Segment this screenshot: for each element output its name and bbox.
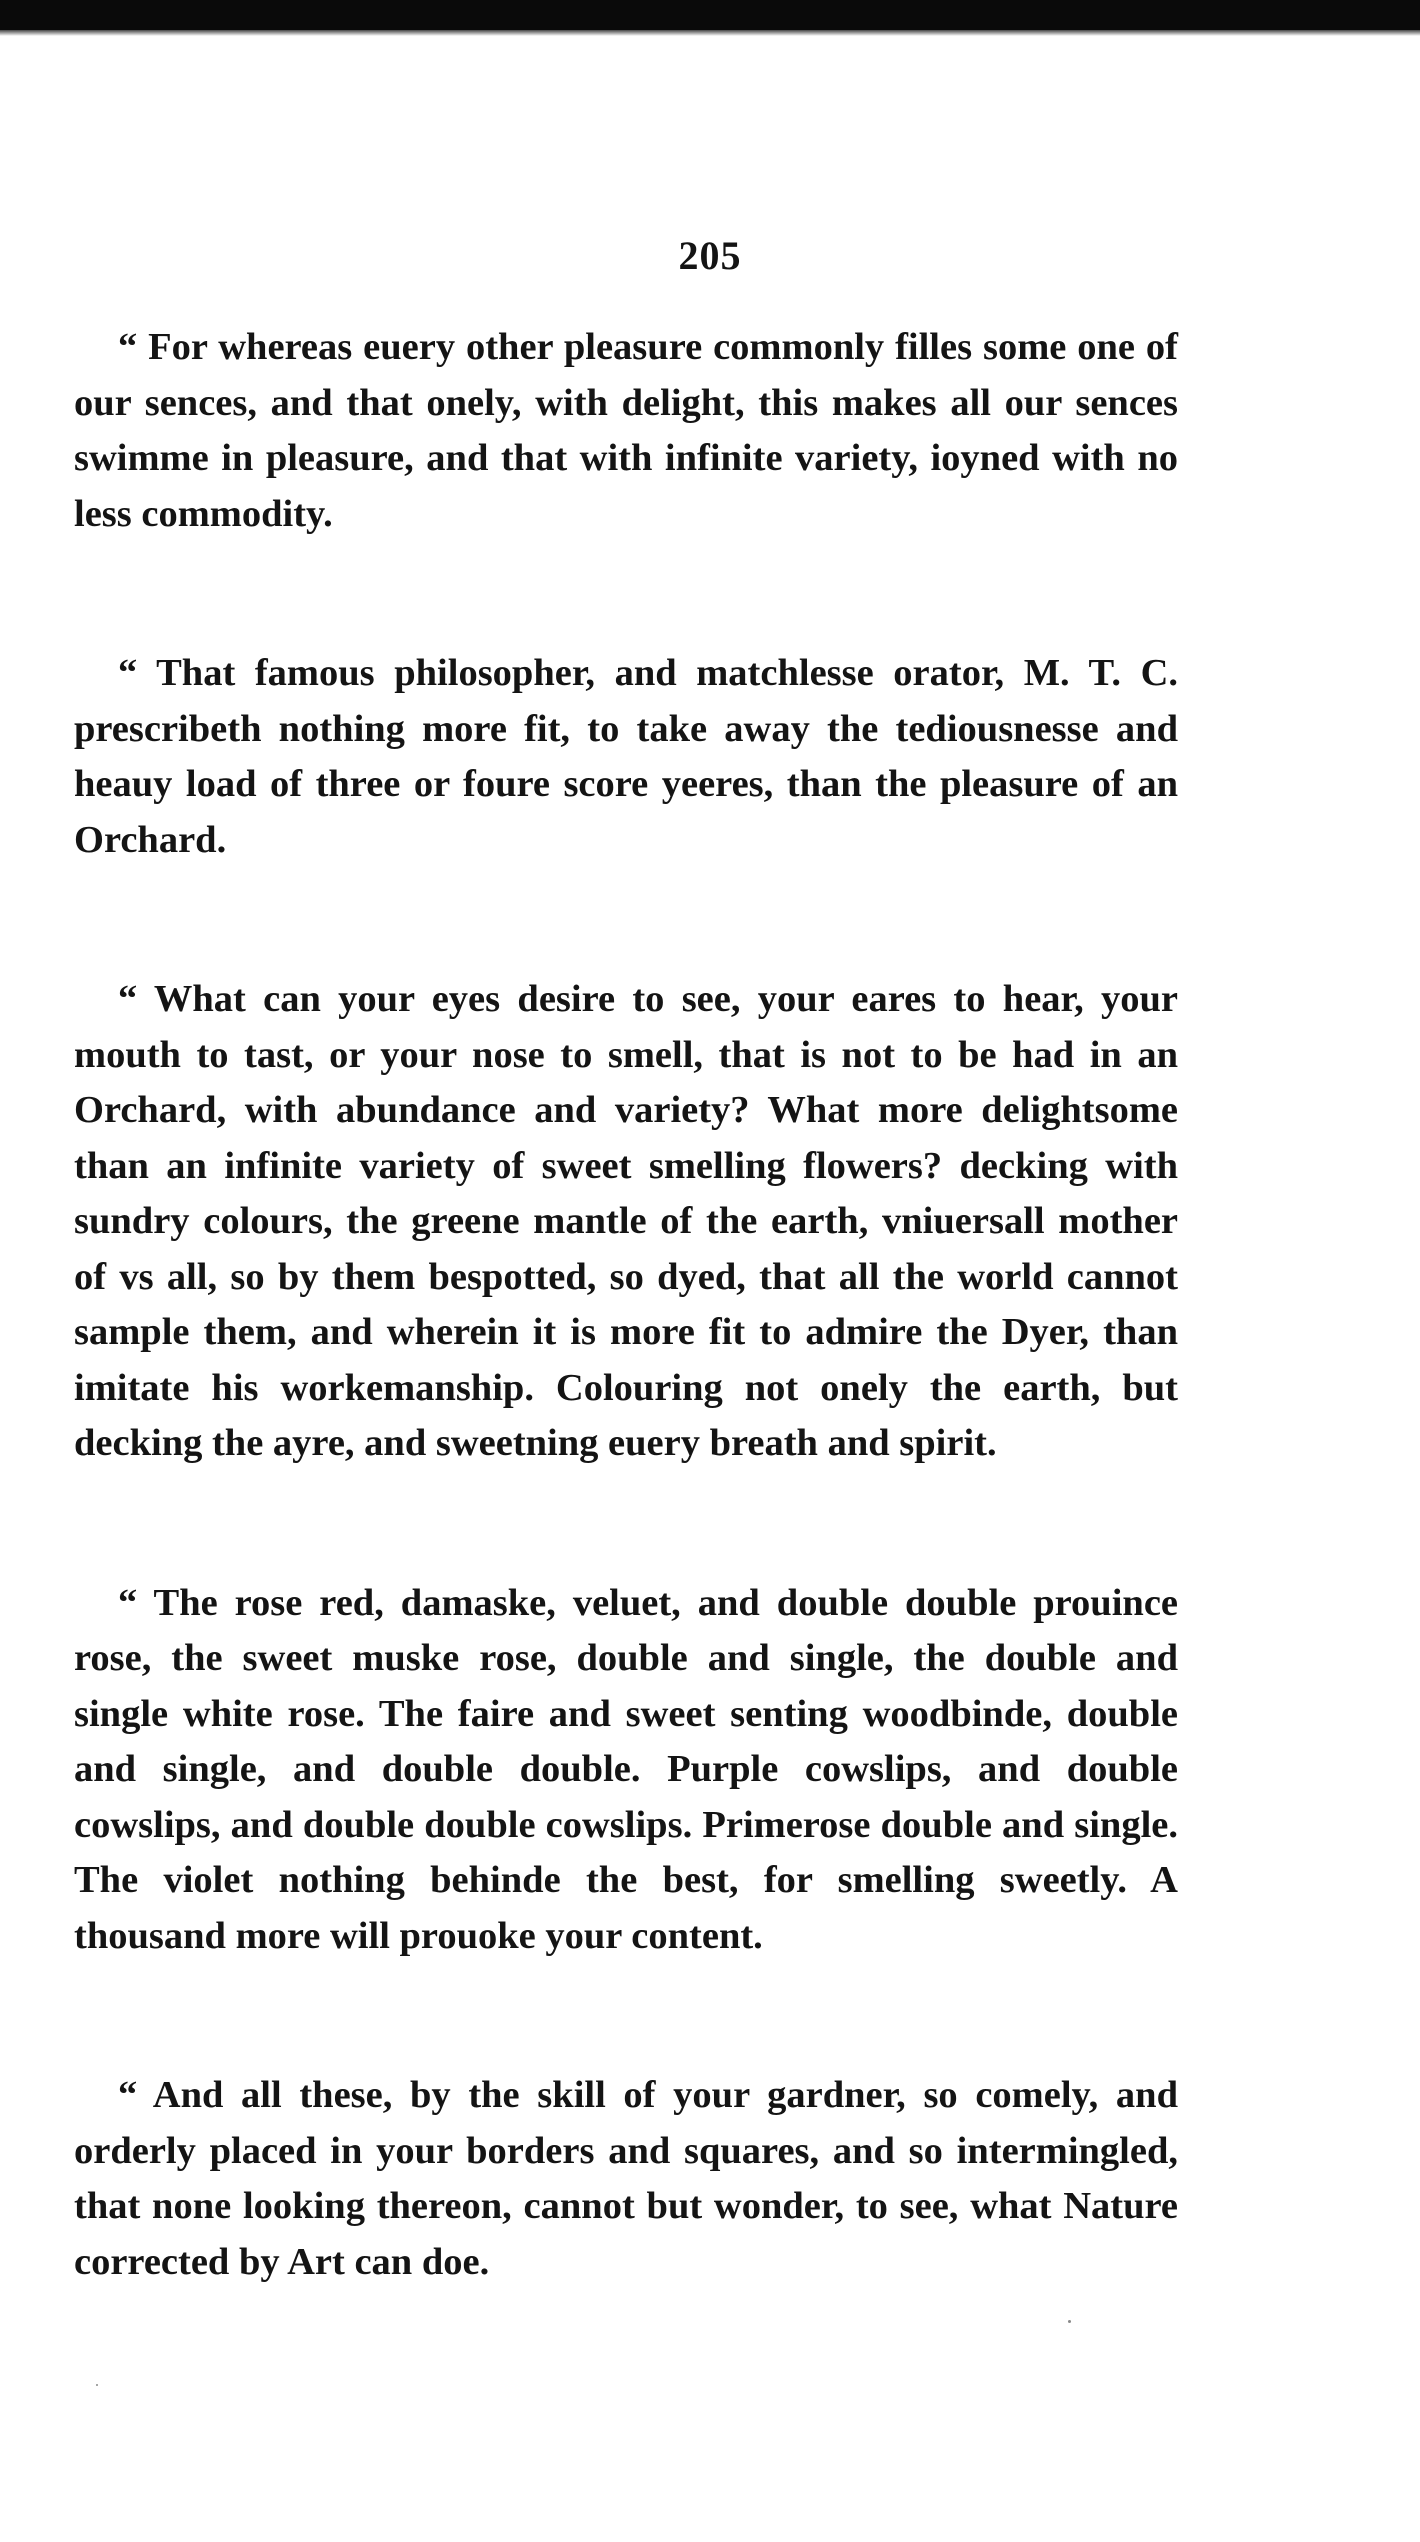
scan-speck (96, 2384, 98, 2386)
paragraph-3: “ What can your eyes desire to see, your eares to hear, your mouth to tast, or your nose to smell, that is not to be had in an Orchard, with abundance and variety? What more delightsome than an infinite variety of sweet smelling flowers? decking with sundry colours, the greene mantle of the earth, vniuersall mother of vs all, so by them bespotted, so dyed, that all the world cannot sample them, and wherein it is more fit to admire the Dyer, than imitate his workemanship. Colouring not onely the earth, but decking the ayre, and sweetning euery breath and spirit. (74, 978, 1178, 1464)
body-text (74, 320, 1178, 2290)
page-number: 205 (678, 233, 742, 278)
paragraph-4: “ The rose red, damaske, veluet, and double double prouince rose, the sweet muske rose, double and single, the double and single white rose. The faire and sweet senting woodbinde, double and single, and double double. Purple cowslips, and double cowslips, and double double cowslips. Primerose double and single. The violet nothing behinde the best, for smelling sweetly. A thousand more will prouoke your content. (74, 1581, 1178, 1957)
scan-speck (1068, 2320, 1071, 2323)
paragraph-1: “ For whereas euery other pleasure commonly filles some one of our sences, and that onely, with delight, this makes all our sences swimme in pleasure, and that with infinite variety, ioyned with no less commodity. (74, 326, 1178, 535)
paragraph-5: “ And all these, by the skill of your gardner, so comely, and orderly placed in your borders and squares, and so intermingled, that none looking thereon, cannot but wonder, to see, what Nature corrected by Art can doe. (74, 2074, 1178, 2283)
paragraph-2: “ That famous philosopher, and matchlesse orator, M. T. C. prescribeth nothing more fit, to take away the tediousnesse and heauy load of three or foure score yeeres, than the pleasure of an Orchard. (74, 652, 1178, 861)
scan-top-edge (0, 0, 1420, 30)
